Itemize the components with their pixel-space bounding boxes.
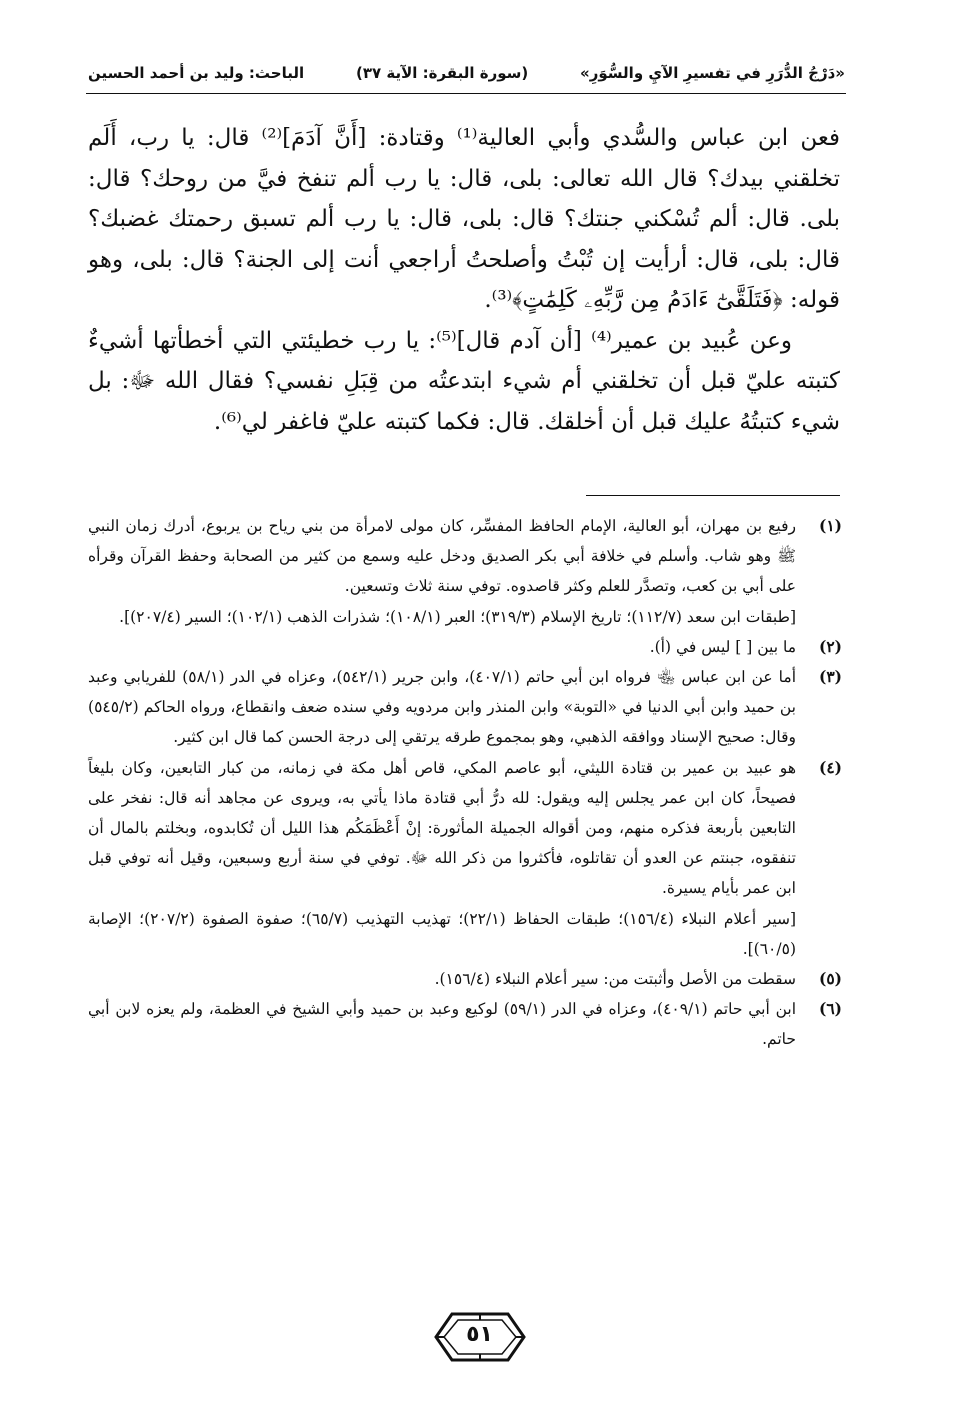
footnote-text: هو عبيد بن عمير بن قتادة الليثي، أبو عاصم المكي، قاص أهل مكة في زمانه، من كبار التابعين، وكان بليغاً فصيحاً، كان ابن عمر يجلس إليه ويقول: لله درُّ أبي قتادة ماذا يأتي به، ويروى عن مجاهد أنه قال: نفخر على التابعين بأربعة فذكره منهم، ومن أقواله الجميلة المأثورة: إنْ أَعْظَمَكُم هذا الليل أن تُكابدوه، وبخلتم بالمال أن تنفقوه، جبنتم عن العدو أن تقاتلوه، فأكثروا من ذكر الله ﷻ. توفي في سنة أربع وسبعين، وقيل أنه توفي قبل ابن عمر بأيام يسيرة. bbox=[88, 758, 796, 898]
body-paragraph: وعن عُبيد بن عمير⁽⁴⁾ [أن آدم قال]⁽⁵⁾: يا رب خطيئتي التي أخطأتها أشيءٌ كتبته عليّ قبل أن تخلقني أم شيء ابتدعتُه من قِبَلِ نفسي؟ فقال الله ﷻ: بل شيء كتبتُهُ عليك قبل أن أخلقك. قال: فكما كتبته عليّ فاغفر لي⁽⁶⁾. bbox=[88, 327, 840, 435]
footnote-text: ابن أبي حاتم (٤٠٩/١)، وعزاه في الدر (٥٩/١) لوكيع وعبد بن حميد وأبي الشيخ في العظمة، ولم يعزه لابن أبي حاتم. bbox=[88, 1000, 797, 1049]
footnote-number: (٢) bbox=[818, 636, 842, 656]
surah-reference: (سورة البقرة: الآية ٣٧) bbox=[355, 64, 529, 82]
footnote-text: أما عن ابن عباس ﵄ فرواه ابن أبي حاتم (٤٠٧/١)، وابن جرير (٥٤٢/١)، وعزاه في الدر (٥٨/١) للفريابي وعبد بن حميد وابن أبي الدنيا في «التوبة» وابن المنذر وابن مردويه وفي سنده ضعف وانقطاع، ورواه الحاكم (٥٤٥/٢) وقال: صحيح الإسناد ووافقه الذهبي، وهو بمجموع طرقه يرتقي إلى درجة الحسن كما قال ابن كثير. bbox=[88, 668, 797, 747]
page-number: ٥١ bbox=[466, 1322, 493, 1347]
footnote-references: [سير أعلام النبلاء (١٥٦/٤)؛ طبقات الحفاظ (٢٢/١)؛ تهذيب التهذيب (٦٥/٧)؛ صفوة الصفوة (٢٠٧/٢)؛ الإصابة (٦٠/٥)]. bbox=[88, 909, 797, 958]
footnote-text: سقطت من الأصل وأثبتت من: سير أعلام النبلاء (١٥٦/٤). bbox=[434, 970, 796, 989]
footnote bbox=[88, 511, 842, 632]
running-header bbox=[88, 58, 845, 88]
footnote-number: (٦) bbox=[818, 999, 842, 1019]
footnote-references: [طبقات ابن سعد (١١٢/٧)؛ تاريخ الإسلام (٣١٩/٣)؛ العبر (١٠٨/١)؛ شذرات الذهب (١٠٢/١)؛ السير (٢٠٧/٤)]. bbox=[119, 607, 796, 626]
body-paragraph: فعن ابن عباس والسُّدي وأبي العالية⁽¹⁾ وقتادة: [أَنَّ آدَمَ]⁽²⁾ قال: يا رب، أَلَم تخلقني بيدك؟ قال الله تعالى: بلى، قال: يا رب ألم تنفخ فيَّ من روحك؟ قال: بلى. قال: ألم تُسْكني جنتك؟ قال: بلى، قال: يا رب ألم تسبق رحمتك غضبك؟ قال: بلى، قال: أرأيت إن تُبْتُ وأصلحتُ أراجعي أنت إلى الجنة؟ قال: بلى، وهو قوله: ﴿فَتَلَقَّىٰٓ ءَادَمُ مِن رَّبِّهِۦ كَلِمَٰتٍ﴾⁽³⁾. bbox=[88, 125, 840, 313]
footnote-text: ما بين [ ] ليس في (أ). bbox=[649, 637, 796, 656]
footnote-number: (٣) bbox=[818, 667, 842, 687]
footnote-text: رفيع بن مهران، أبو العالية، الإمام الحافظ المفسِّر، كان مولى لامرأة من بني رياح بن يربوع، أدرك زمان النبي ﷺ وهو شاب. وأسلم في خلافة أبي بكر الصديق ودخل عليه وسمع من كثير من الصحابة وحفظ القرآن وقرأه على أبي بن كعب، وتصدَّر للعلم وكثر قاصدوه. توفي سنة ثلاث وتسعين. bbox=[88, 517, 796, 596]
footnote bbox=[88, 753, 842, 964]
footnote bbox=[88, 632, 842, 662]
book-title: «دَرْجُ الدُّرَرِ في تفسيرِ الآيِ والسُّوَرِ» bbox=[580, 64, 845, 82]
footnote-number: (٥) bbox=[818, 969, 842, 989]
footnote-number: (٤) bbox=[818, 757, 842, 777]
footnote bbox=[88, 662, 842, 753]
header-divider bbox=[86, 93, 846, 94]
footnote bbox=[88, 964, 842, 994]
main-text bbox=[88, 118, 840, 442]
footnote-number: (١) bbox=[818, 516, 842, 535]
footnote-divider bbox=[586, 495, 840, 496]
researcher-name: الباحث: وليد بن أحمد الحسين bbox=[88, 64, 305, 82]
page-footer bbox=[0, 1307, 959, 1367]
footnotes bbox=[88, 511, 842, 1055]
page-number-ornament bbox=[432, 1310, 528, 1364]
footnote bbox=[88, 994, 842, 1054]
